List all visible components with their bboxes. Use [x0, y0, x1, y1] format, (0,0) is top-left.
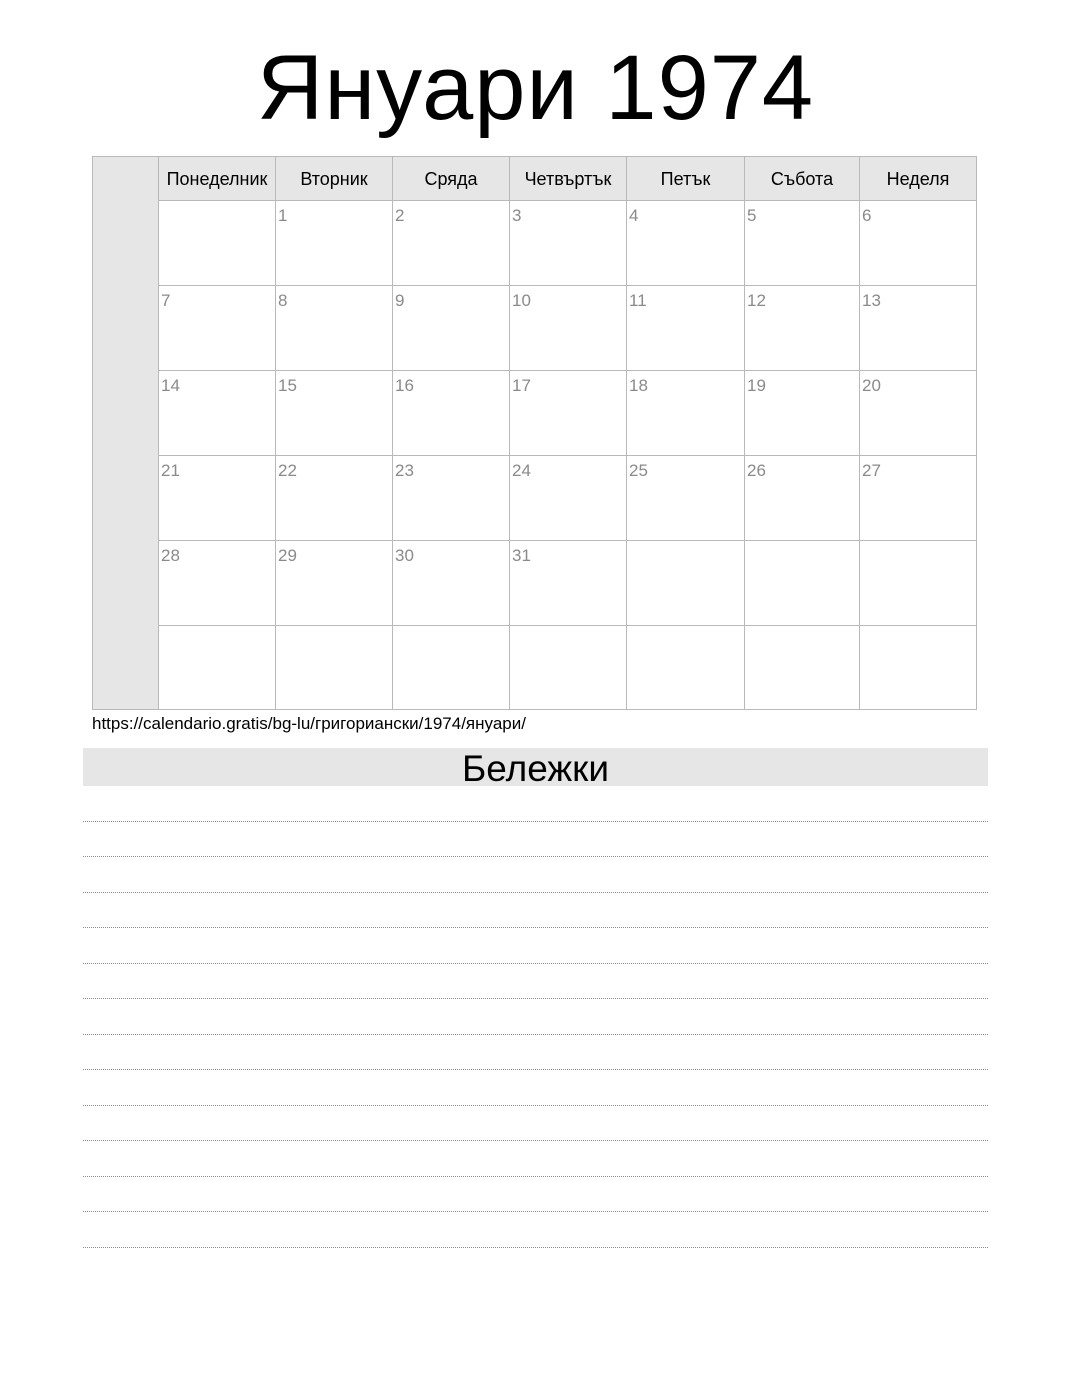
- weekday-header-monday: Понеделник: [159, 157, 276, 200]
- note-line: [83, 1141, 988, 1177]
- note-line: [83, 1177, 988, 1212]
- note-line: [83, 964, 988, 999]
- week-row: [159, 541, 976, 626]
- day-cell: [627, 626, 745, 710]
- day-cell: 15: [276, 371, 393, 455]
- day-cell: 28: [159, 541, 276, 625]
- day-cell: 18: [627, 371, 745, 455]
- day-cell: 24: [510, 456, 627, 540]
- note-line: [83, 999, 988, 1035]
- weekday-header-friday: Петък: [627, 157, 745, 200]
- day-cell: 7: [159, 286, 276, 370]
- day-cell: 6: [862, 206, 872, 225]
- notes-lines: [83, 786, 988, 1248]
- week-row: [159, 286, 976, 371]
- day-cell: [159, 201, 276, 285]
- weekday-header-thursday: Четвъртък: [510, 157, 627, 200]
- day-cell: 4: [627, 201, 745, 285]
- day-cell: 10: [510, 286, 627, 370]
- day-cell: 2: [393, 201, 510, 285]
- month-calendar: [92, 156, 977, 710]
- day-cell: [510, 626, 627, 710]
- week-row: [159, 201, 976, 286]
- weekday-header-row: [159, 157, 976, 201]
- day-cell: 31: [510, 541, 627, 625]
- page-title: Януари 1974: [256, 37, 815, 139]
- day-cell: [393, 626, 510, 710]
- note-line: [83, 786, 988, 822]
- note-line: [83, 928, 988, 964]
- week-row: [159, 456, 976, 541]
- day-cell: 16: [393, 371, 510, 455]
- day-cell: 22: [276, 456, 393, 540]
- weekday-header-tuesday: Вторник: [276, 157, 393, 200]
- note-line: [83, 857, 988, 893]
- day-cell: 27: [862, 461, 881, 480]
- week-number-column: [93, 157, 159, 709]
- note-line: [83, 1070, 988, 1106]
- notes-title: Бележки: [83, 748, 988, 786]
- note-line: [83, 1035, 988, 1070]
- weekday-header-wednesday: Сряда: [393, 157, 510, 200]
- weekday-header-sunday: Неделя: [886, 169, 950, 189]
- day-cell: [745, 541, 860, 625]
- day-cell: 23: [393, 456, 510, 540]
- day-cell: 29: [276, 541, 393, 625]
- day-cell: [276, 626, 393, 710]
- day-cell: 13: [862, 291, 881, 310]
- day-cell: 20: [862, 376, 881, 395]
- day-cell: 8: [276, 286, 393, 370]
- note-line: [83, 893, 988, 928]
- day-cell: 19: [745, 371, 860, 455]
- day-grid: [159, 201, 976, 710]
- note-line: [83, 1106, 988, 1141]
- day-cell: 30: [393, 541, 510, 625]
- day-cell: 26: [745, 456, 860, 540]
- day-cell: 14: [159, 371, 276, 455]
- day-cell: 11: [627, 286, 745, 370]
- day-cell: 1: [276, 201, 393, 285]
- day-cell: 5: [745, 201, 860, 285]
- weekday-header-saturday: Събота: [745, 157, 860, 200]
- day-cell: [860, 626, 976, 710]
- day-cell: 17: [510, 371, 627, 455]
- week-row: [159, 371, 976, 456]
- day-cell: 21: [159, 456, 276, 540]
- day-cell: 9: [393, 286, 510, 370]
- day-cell: 12: [745, 286, 860, 370]
- day-cell: 3: [510, 201, 627, 285]
- day-cell: 25: [627, 456, 745, 540]
- note-line: [83, 822, 988, 857]
- day-cell: [745, 626, 860, 710]
- day-cell: [159, 626, 276, 710]
- week-row: [159, 626, 976, 710]
- day-cell: [627, 541, 745, 625]
- note-line: [83, 1212, 988, 1248]
- source-url: https://calendario.gratis/bg-lu/григориански/1974/януари/: [92, 714, 526, 733]
- day-cell: [860, 541, 976, 625]
